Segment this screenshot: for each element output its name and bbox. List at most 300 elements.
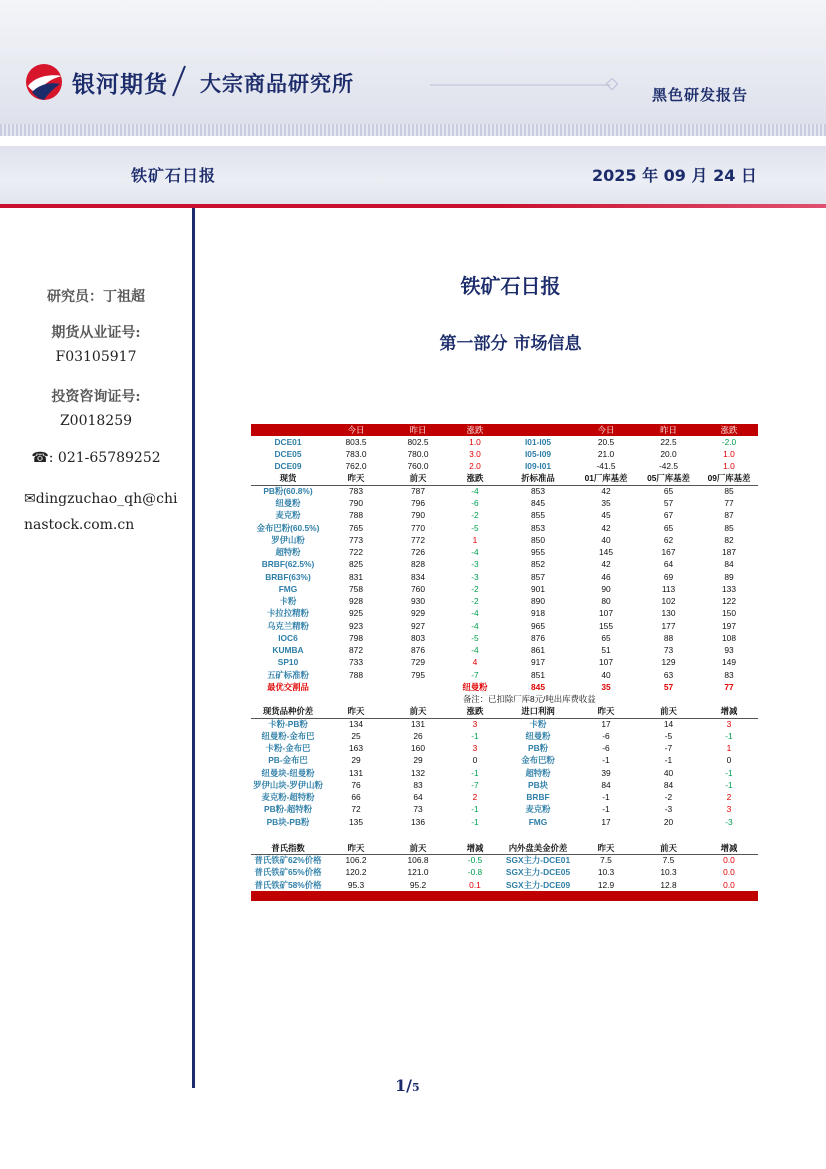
spot-row: [251, 522, 758, 534]
spread-row: [251, 767, 758, 779]
divider-slash: [171, 64, 187, 98]
best-delivery-row-cell: [387, 681, 449, 693]
spot-row-cell: -2: [471, 583, 479, 594]
spot-row-cell: 129: [661, 657, 676, 668]
header-stripe: [0, 124, 826, 136]
spread-row-cell: 131: [411, 718, 425, 729]
spot-row-cell: 796: [411, 498, 425, 509]
best-delivery-row-cell: 845: [531, 681, 545, 692]
spot-row: [251, 534, 758, 546]
futures-header-row-cell: 今日: [575, 424, 637, 436]
futures-row: [251, 461, 758, 473]
spot-row-cell: 722: [349, 547, 363, 558]
spread-row-cell: 40: [663, 767, 674, 778]
best-delivery-row-cell: 纽曼粉: [462, 681, 488, 692]
spread-row-cell: 29: [413, 755, 423, 766]
platts-row-cell: SGX主力-DCE05: [505, 867, 571, 878]
phone: ☎: 021-65789252: [31, 450, 161, 466]
spot-row-cell: 765: [349, 522, 363, 533]
spread-row: [251, 730, 758, 742]
spot-row-cell: -6: [471, 498, 479, 509]
spot-row: [251, 583, 758, 595]
spread-row-cell: 134: [349, 718, 363, 729]
platts-row-cell: 7.5: [662, 855, 675, 866]
spot-row-cell: 145: [599, 547, 613, 558]
gap-cell: [251, 828, 758, 842]
spot-row-cell: 923: [349, 620, 363, 631]
spot-row-cell: 872: [349, 645, 363, 656]
spread-row-cell: PB粉: [527, 743, 548, 754]
spread-row-cell: 3: [472, 718, 478, 729]
platts-row-cell: 普氏铁矿65%价格: [254, 867, 322, 878]
futures-row-cell: 760.0: [407, 461, 429, 472]
header-red-rule: [0, 204, 826, 208]
spot-row-cell: 925: [349, 608, 363, 619]
platts-row-cell: SGX主力-DCE09: [505, 879, 571, 890]
spread-row-cell: -1: [471, 816, 479, 827]
futures-row: [251, 436, 758, 448]
spot-row-cell: -4: [471, 486, 479, 497]
spot-row-cell: 855: [531, 510, 545, 521]
spread-row-cell: 纽曼块-纽曼粉: [261, 767, 315, 778]
spot-row-cell: 955: [531, 547, 545, 558]
spot-row-cell: 726: [411, 547, 425, 558]
spread-row-cell: -2: [664, 792, 673, 803]
platts-header-row-cell: 增减: [700, 842, 758, 854]
spread-row-cell: 25: [351, 730, 361, 741]
spot-row-cell: 790: [349, 498, 363, 509]
spot-row: [251, 608, 758, 620]
platts-row-cell: 95.3: [347, 879, 365, 890]
platts-header-row-cell: 前天: [387, 842, 449, 854]
spot-row-cell: 69: [663, 571, 674, 582]
spot-row: [251, 596, 758, 608]
spot-row-cell: 929: [411, 608, 425, 619]
spread-row-cell: 14: [663, 718, 674, 729]
page-number: [395, 1076, 420, 1095]
spread-row: [251, 804, 758, 816]
futures-header-row-cell: 昨日: [637, 424, 700, 436]
spread-row-cell: 135: [349, 816, 363, 827]
spot-row-cell: 758: [349, 583, 363, 594]
table-footer-cell: [251, 891, 758, 901]
platts-row-cell: 0.0: [723, 879, 735, 890]
spread-row-cell: 17: [601, 718, 611, 729]
spread-header-row-cell: 涨跌: [449, 706, 501, 718]
spread-row-cell: 72: [351, 804, 361, 815]
spot-header-row-cell: 折标准品: [501, 473, 575, 485]
spread-row-cell: 84: [601, 779, 611, 790]
futures-row-cell: 1.0: [723, 461, 735, 472]
spot-row-cell: 917: [531, 657, 545, 668]
page-current: 1/: [395, 1076, 412, 1095]
spread-row-cell: 罗伊山块-罗伊山粉: [253, 779, 323, 790]
spread-row-cell: 卡粉-金布巴: [265, 743, 311, 754]
spread-row-cell: 20: [663, 816, 674, 827]
platts-header-row-cell: 前天: [637, 842, 700, 854]
spot-row-cell: 798: [349, 632, 363, 643]
spread-row-cell: 2: [472, 792, 478, 803]
platts-row-cell: 12.8: [660, 879, 677, 890]
spot-row-cell: 88: [663, 632, 674, 643]
spot-row-cell: 113: [661, 583, 676, 594]
futures-row-cell: 803.5: [345, 436, 367, 447]
spread-row: [251, 779, 758, 791]
spot-row-cell: 149: [722, 657, 736, 668]
spot-row-cell: BRBF(62.5%): [261, 559, 315, 570]
spot-row-cell: 40: [601, 534, 611, 545]
spread-row-cell: -1: [602, 755, 610, 766]
spot-row-cell: 876: [531, 632, 545, 643]
spot-header-row-cell: 涨跌: [449, 473, 501, 485]
spot-row-cell: 64: [663, 559, 674, 570]
spot-row-cell: 150: [722, 608, 736, 619]
spot-row-cell: -4: [471, 547, 479, 558]
platts-row-cell: 120.2: [345, 867, 367, 878]
spread-row-cell: 卡粉: [529, 718, 547, 729]
spot-row: [251, 645, 758, 657]
spot-row-cell: -4: [471, 645, 479, 656]
best-delivery-row-cell: 最优交割品: [267, 681, 309, 692]
futures-row-cell: 22.5: [660, 436, 677, 447]
platts-row-cell: -0.5: [467, 855, 483, 866]
spot-header-row-cell: 09厂库基差: [700, 473, 758, 485]
spot-row-cell: 788: [349, 669, 363, 680]
futures-row-cell: DCE09: [274, 461, 302, 472]
spot-row-cell: 107: [599, 608, 613, 619]
spot-row: [251, 657, 758, 669]
futures-header-row: [251, 424, 758, 436]
consult-label: 投资咨询证号:: [51, 389, 141, 405]
spot-row-cell: 107: [599, 657, 613, 668]
spread-row-cell: -1: [725, 779, 733, 790]
spot-row-cell: 901: [531, 583, 545, 594]
spot-row: [251, 498, 758, 510]
spread-row-cell: 金布巴粉: [521, 755, 555, 766]
futures-row-cell: I01-I05: [524, 436, 552, 447]
spot-row-cell: 五矿标准粉: [267, 669, 309, 680]
spread-header-row-cell: 前天: [387, 706, 449, 718]
spread-row-cell: 131: [349, 767, 363, 778]
futures-row-cell: 1.0: [723, 449, 735, 460]
spread-header-row-cell: 昨天: [325, 706, 387, 718]
spot-row-cell: 46: [601, 571, 611, 582]
spot-row-cell: 84: [724, 559, 734, 570]
spot-row-cell: 187: [722, 547, 736, 558]
spread-row-cell: 132: [411, 767, 425, 778]
spot-row-cell: 783: [349, 486, 363, 497]
spot-row-cell: 133: [722, 583, 736, 594]
spot-row: [251, 571, 758, 583]
spot-row-cell: 63: [663, 669, 674, 680]
best-delivery-row: [251, 681, 758, 693]
spread-row-cell: FMG: [528, 816, 548, 827]
spot-row: [251, 485, 758, 497]
futures-row-cell: 783.0: [345, 449, 367, 460]
futures-row-cell: 1.0: [469, 436, 481, 447]
platts-row-cell: 10.3: [660, 867, 677, 878]
platts-row-cell: 12.9: [597, 879, 615, 890]
platts-row-cell: 106.2: [345, 855, 367, 866]
spread-row-cell: 136: [411, 816, 425, 827]
spot-row-cell: 155: [599, 620, 613, 631]
futures-row-cell: 802.5: [407, 436, 429, 447]
spot-row-cell: 89: [724, 571, 734, 582]
futures-header-row-cell: 昨日: [387, 424, 449, 436]
spot-row-cell: 927: [411, 620, 425, 631]
spread-row-cell: PB粉-超特粉: [264, 804, 312, 815]
spread-row-cell: -7: [471, 779, 479, 790]
futures-row-cell: 780.0: [407, 449, 429, 460]
spot-row-cell: 77: [724, 498, 734, 509]
spot-row-cell: 167: [661, 547, 676, 558]
spread-row-cell: PB块-PB粉: [266, 816, 310, 827]
spot-row-cell: 卡拉拉精粉: [267, 608, 309, 619]
spot-row-cell: 42: [601, 486, 611, 497]
spread-header-row-cell: 现货品种价差: [251, 706, 325, 718]
spot-row-cell: 733: [349, 657, 363, 668]
spread-row-cell: 160: [411, 743, 425, 754]
spread-row: [251, 718, 758, 730]
platts-row-cell: 0.0: [723, 867, 735, 878]
spot-row-cell: 1: [472, 534, 478, 545]
spread-row-cell: 0: [472, 755, 478, 766]
spread-header-row-cell: 进口利润: [501, 706, 575, 718]
spot-row: [251, 620, 758, 632]
spot-row-cell: 770: [411, 522, 425, 533]
spot-row-cell: 40: [601, 669, 611, 680]
platts-row-cell: -0.8: [467, 867, 483, 878]
main-title: 铁矿石日报: [460, 274, 561, 298]
spread-row-cell: 163: [349, 743, 363, 754]
spread-header-row-cell: 前天: [637, 706, 700, 718]
spot-row-cell: -4: [471, 608, 479, 619]
spread-row: [251, 755, 758, 767]
spread-row-cell: -1: [471, 804, 479, 815]
spot-row-cell: 177: [661, 620, 676, 631]
platts-row-cell: 10.3: [597, 867, 615, 878]
gap-row: [251, 828, 758, 842]
futures-header-row-cell: [501, 424, 575, 436]
platts-row-cell: 普氏铁矿58%价格: [254, 879, 322, 890]
futures-row-cell: 3.0: [469, 449, 481, 460]
spread-row-cell: -1: [471, 767, 479, 778]
institute-name: 大宗商品研究所: [200, 72, 354, 96]
spot-row-cell: 831: [349, 571, 363, 582]
spot-row-cell: 795: [411, 669, 425, 680]
spot-row-cell: 773: [349, 534, 363, 545]
spot-row-cell: 42: [601, 522, 611, 533]
spot-row-cell: -5: [471, 632, 479, 643]
futures-row-cell: 762.0: [345, 461, 367, 472]
futures-row-cell: -2.0: [721, 436, 737, 447]
spread-header-row-cell: 增减: [700, 706, 758, 718]
platts-header-row-cell: 昨天: [575, 842, 637, 854]
market-data-table: [251, 424, 758, 901]
spot-row-cell: 852: [531, 559, 545, 570]
spread-row-cell: -1: [602, 792, 610, 803]
spot-row-cell: 57: [663, 498, 674, 509]
table-footer-bar: [251, 891, 758, 901]
spot-row-cell: -3: [471, 559, 479, 570]
page-total: 5: [411, 1081, 420, 1094]
spot-row-cell: 851: [531, 669, 545, 680]
spot-row-cell: 83: [724, 669, 734, 680]
spread-row-cell: 17: [601, 816, 611, 827]
spread-row-cell: -6: [602, 743, 610, 754]
spot-row-cell: 65: [663, 486, 674, 497]
spread-row-cell: 64: [413, 792, 423, 803]
spot-header-row-cell: 前天: [387, 473, 449, 485]
spread-row-cell: -6: [602, 730, 610, 741]
spot-row-cell: 760: [411, 583, 425, 594]
spot-row-cell: -5: [471, 522, 479, 533]
platts-header-row-cell: 内外盘美金价差: [501, 842, 575, 854]
platts-row-cell: 106.8: [407, 855, 429, 866]
platts-header-row: [251, 842, 758, 854]
spread-row-cell: BRBF: [526, 792, 550, 803]
futures-row-cell: -42.5: [658, 461, 679, 472]
futures-row-cell: DCE05: [274, 449, 302, 460]
platts-row-cell: SGX主力-DCE01: [505, 855, 571, 866]
spot-row-cell: -3: [471, 571, 479, 582]
spread-row-cell: -1: [471, 730, 479, 741]
spot-header-row-cell: 05厂库基差: [637, 473, 700, 485]
spot-row-cell: 122: [722, 596, 736, 607]
futures-row-cell: I09-I01: [524, 461, 552, 472]
spot-row-cell: 35: [601, 498, 611, 509]
spot-row-cell: 853: [531, 486, 545, 497]
spot-row-cell: KUMBA: [272, 645, 304, 656]
spread-row-cell: 0: [726, 755, 732, 766]
spread-row-cell: 26: [413, 730, 423, 741]
spread-row-cell: PB-金布巴: [268, 755, 308, 766]
spread-row-cell: 39: [601, 767, 611, 778]
spread-row-cell: 卡粉-PB粉: [268, 718, 308, 729]
spot-row-cell: 197: [722, 620, 736, 631]
spot-row-cell: 828: [411, 559, 425, 570]
spread-row-cell: 76: [351, 779, 361, 790]
spot-row-cell: 890: [531, 596, 545, 607]
spread-row: [251, 816, 758, 828]
spot-row-cell: 乌克兰精粉: [267, 620, 309, 631]
spot-row-cell: 65: [601, 632, 611, 643]
spot-row-cell: PB粉(60.8%): [263, 486, 313, 497]
spot-row-cell: 纽曼粉: [275, 498, 301, 509]
spread-row-cell: -3: [664, 804, 673, 815]
best-delivery-row-cell: [325, 681, 387, 693]
report-type: 黑色研发报告: [652, 86, 749, 104]
spot-row: [251, 669, 758, 681]
spot-row-cell: SP10: [277, 657, 299, 668]
platts-row-cell: 7.5: [600, 855, 612, 866]
platts-row: [251, 855, 758, 867]
note-row: [251, 694, 758, 706]
spot-header-row-cell: 昨天: [325, 473, 387, 485]
spread-row-cell: 3: [726, 718, 732, 729]
spot-row-cell: 928: [349, 596, 363, 607]
spot-row-cell: 825: [349, 559, 363, 570]
spot-row-cell: BRBF(63%): [265, 571, 311, 582]
email-link[interactable]: ✉dingzuchao_qh@chinastock.com.cn: [24, 491, 178, 533]
spot-header-row-cell: 现货: [251, 473, 325, 485]
spread-row-cell: 麦克粉-超特粉: [261, 792, 315, 803]
spot-row-cell: 787: [411, 486, 425, 497]
spot-row-cell: 62: [663, 534, 674, 545]
spread-row-cell: -1: [602, 804, 610, 815]
futures-header-row-cell: 涨跌: [449, 424, 501, 436]
spread-row-cell: 纽曼粉: [525, 730, 551, 741]
spot-row-cell: -2: [471, 510, 479, 521]
spot-row-cell: -2: [471, 596, 479, 607]
spot-row-cell: 金布巴粉(60.5%): [256, 522, 320, 533]
spread-row-cell: 83: [413, 779, 423, 790]
futures-row-cell: 20.0: [660, 449, 677, 460]
spot-row-cell: 108: [722, 632, 736, 643]
spot-row-cell: 918: [531, 608, 545, 619]
note-spacer: [251, 694, 449, 706]
spot-row-cell: 857: [531, 571, 545, 582]
spot-header-row: [251, 473, 758, 485]
report-title: 铁矿石日报: [131, 166, 217, 185]
spot-row-cell: 729: [411, 657, 425, 668]
spread-row-cell: -7: [664, 743, 673, 754]
platts-row: [251, 879, 758, 891]
futures-row-cell: 2.0: [469, 461, 481, 472]
spot-row-cell: 85: [724, 522, 734, 533]
futures-row: [251, 449, 758, 461]
platts-header-row-cell: 昨天: [325, 842, 387, 854]
futures-header-row-cell: 涨跌: [700, 424, 758, 436]
spot-row-cell: -7: [471, 669, 479, 680]
spread-row-cell: 超特粉: [525, 767, 551, 778]
spot-row-cell: 85: [724, 486, 734, 497]
futures-row-cell: -41.5: [596, 461, 616, 472]
spread-row-cell: -5: [664, 730, 673, 741]
brand-name: 银河期货: [72, 72, 168, 98]
spot-row-cell: 80: [601, 596, 611, 607]
spot-row-cell: 861: [531, 645, 545, 656]
platts-header-row-cell: 普氏指数: [251, 842, 325, 854]
spot-row-cell: -4: [471, 620, 479, 631]
best-delivery-row-cell: 57: [663, 681, 674, 692]
spot-row: [251, 510, 758, 522]
platts-row-cell: 95.2: [409, 879, 427, 890]
spread-header-row: [251, 706, 758, 718]
spot-row-cell: 850: [531, 534, 545, 545]
spot-row: [251, 559, 758, 571]
spread-row-cell: 纽曼粉-金布巴: [261, 730, 315, 741]
platts-row-cell: 0.0: [723, 855, 735, 866]
spread-row-cell: -1: [725, 730, 733, 741]
license-label: 期货从业证号:: [51, 325, 141, 341]
spread-row: [251, 792, 758, 804]
note-text: 备注：已扣除厂库8元/吨出库费收益: [463, 694, 596, 705]
spot-row-cell: 845: [531, 498, 545, 509]
spread-row-cell: -1: [664, 755, 673, 766]
spot-row-cell: 45: [601, 510, 611, 521]
consult-value: Z0018259: [59, 413, 133, 429]
spread-row-cell: 29: [351, 755, 361, 766]
spot-row-cell: 788: [349, 510, 363, 521]
spot-row-cell: 麦克粉: [275, 510, 301, 521]
platts-row-cell: 0.1: [469, 879, 481, 890]
spot-row-cell: IOC6: [278, 632, 298, 643]
futures-row-cell: I05-I09: [524, 449, 552, 460]
platts-row-cell: 普氏铁矿62%价格: [254, 855, 322, 866]
spot-row-cell: 876: [411, 645, 425, 656]
spot-row-cell: 834: [411, 571, 425, 582]
